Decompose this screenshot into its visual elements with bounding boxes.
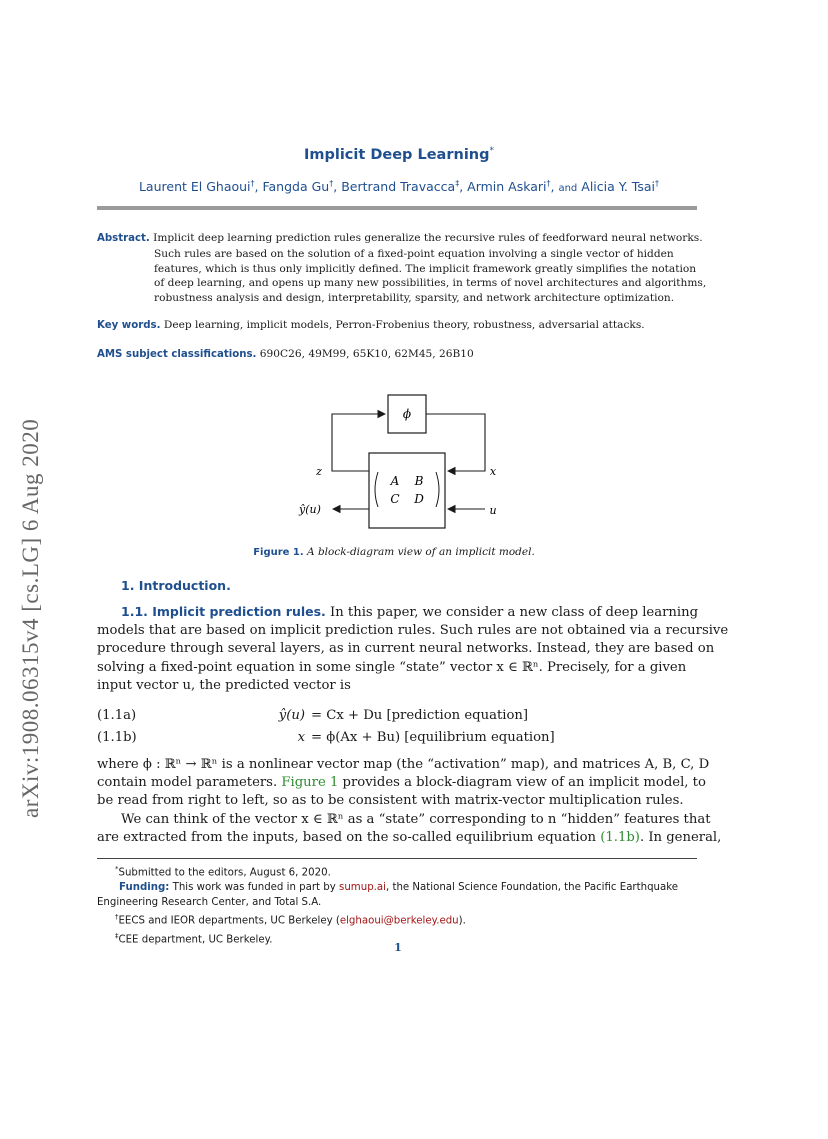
footnote-funding-cont: Engineering Research Center, and Total S.A. bbox=[97, 897, 322, 909]
ams-classifications bbox=[97, 348, 474, 360]
ams-text: 690C26, 49M99, 65K10, 62M45, 26B10 bbox=[259, 348, 474, 360]
text-line: models that are based on implicit prediction rules. Such rules are not obtained via a recursive bbox=[97, 623, 729, 639]
matrix-a: A bbox=[390, 474, 400, 488]
footnote-funding: Funding: This work was funded in part by sumup.ai, the National Science Foundation, the Pacific Earthquake bbox=[119, 882, 679, 894]
equation-rhs: = ϕ(Ax + Bu) [equilibrium equation] bbox=[311, 730, 555, 745]
subsection-heading: 1.1. Implicit prediction rules. bbox=[121, 604, 326, 619]
paper-title bbox=[0, 146, 798, 163]
footnote-eecs: †EECS and IEOR departments, UC Berkeley (elghaoui@berkeley.edu). bbox=[115, 913, 466, 927]
abstract-line: features, which is thus only implicitly defined. The implicit framework greatly simplifies the notation bbox=[154, 262, 697, 275]
author: Bertrand Travacca‡ bbox=[341, 179, 460, 195]
sumup-link[interactable]: sumup.ai bbox=[339, 882, 386, 894]
matrix-c: C bbox=[390, 492, 400, 506]
arxiv-identifier-stamp: arXiv:1908.06315v4 [cs.LG] 6 Aug 2020 bbox=[18, 418, 43, 818]
authors-and: and bbox=[558, 183, 578, 195]
text-line: procedure through several layers, as in current neural networks. Instead, they are based on bbox=[97, 641, 715, 657]
keywords-label: Key words. bbox=[97, 320, 161, 331]
text-line: input vector u, the predicted vector is bbox=[97, 677, 351, 693]
keywords-text: Deep learning, implicit models, Perron-Frobenius theory, robustness, adversarial attacks. bbox=[163, 319, 645, 331]
equations bbox=[97, 705, 697, 749]
ams-label: AMS subject classifications. bbox=[97, 349, 257, 360]
equation-rhs: = Cx + Du [prediction equation] bbox=[311, 708, 529, 723]
equation-row bbox=[97, 727, 697, 749]
title-rule bbox=[97, 206, 697, 210]
text-line: 1.1. Implicit prediction rules. In this paper, we consider a new class of deep learning bbox=[121, 604, 699, 620]
title-footnote-mark: * bbox=[489, 146, 494, 156]
section-heading: 1. Introduction. bbox=[121, 578, 231, 593]
text-line: contain model parameters. Figure 1 provides a block-diagram view of an implicit model, to bbox=[97, 775, 706, 791]
figure-caption-text: A block-diagram view of an implicit model. bbox=[307, 546, 535, 558]
equation-number: (1.1a) bbox=[97, 708, 137, 723]
matrix-d: D bbox=[414, 492, 424, 506]
title-text: Implicit Deep Learning bbox=[303, 146, 490, 163]
abstract-line: of deep learning, and opens up many new possibilities, in terms of novel architectures and algorithms, bbox=[154, 277, 707, 290]
paragraph-implicit-rules bbox=[97, 603, 729, 695]
author: Fangda Gu† bbox=[262, 179, 334, 195]
equation-1-1b-link[interactable]: (1.1b) bbox=[600, 829, 640, 845]
author: Armin Askari† bbox=[467, 179, 551, 195]
text-line: solving a fixed-point equation in some single “state” vector x ∈ ℝⁿ. Precisely, for a given bbox=[97, 659, 687, 675]
equation-lhs: ŷ(u) bbox=[278, 708, 305, 723]
footnotes bbox=[97, 862, 707, 947]
keywords bbox=[97, 319, 645, 331]
footnote-rule bbox=[97, 858, 697, 859]
page-number: 1 bbox=[394, 941, 402, 954]
x-feedback-arrow bbox=[426, 414, 485, 471]
z-feedback-arrow bbox=[332, 414, 385, 471]
text-line: are extracted from the inputs, based on the so-called equilibrium equation (1.1b). In general, bbox=[97, 829, 722, 845]
abstract-label: Abstract. bbox=[97, 233, 150, 244]
phi-label: ϕ bbox=[402, 407, 412, 421]
equation-row bbox=[97, 705, 697, 727]
yhat-label: ŷ(u) bbox=[299, 503, 321, 516]
abstract-line: Abstract. Implicit deep learning prediction rules generalize the recursive rules of feedforward neural networks. bbox=[97, 232, 703, 244]
footnote-cee: ‡CEE department, UC Berkeley. bbox=[115, 931, 273, 946]
block-diagram bbox=[290, 385, 520, 535]
abstract-line: robustness analysis and design, interpretability, sparsity, and network architecture optimization. bbox=[154, 292, 675, 305]
author: Laurent El Ghaoui† bbox=[138, 179, 255, 195]
text-line: where ϕ : ℝⁿ → ℝⁿ is a nonlinear vector map (the “activation” map), and matrices A, B, C, D bbox=[97, 757, 710, 772]
abstract-line: Such rules are based on the solution of a fixed-point equation involving a single vector of hidden bbox=[154, 247, 674, 260]
equation-number: (1.1b) bbox=[97, 730, 137, 745]
z-label: z bbox=[316, 465, 322, 478]
text-line: be read from right to left, so as to be consistent with matrix-vector multiplication rules. bbox=[97, 793, 684, 809]
figure-caption bbox=[0, 546, 788, 558]
abstract bbox=[97, 231, 707, 306]
abcd-block bbox=[369, 453, 445, 528]
email-link[interactable]: elghaoui@berkeley.edu bbox=[339, 915, 459, 927]
text-line: We can think of the vector x ∈ ℝⁿ as a “state” corresponding to n “hidden” features that bbox=[121, 811, 711, 827]
matrix-left-paren bbox=[375, 472, 378, 507]
equation-lhs: x bbox=[297, 730, 305, 745]
matrix-right-paren bbox=[436, 472, 439, 507]
author: Alicia Y. Tsai† bbox=[581, 179, 660, 195]
u-label: u bbox=[489, 504, 497, 517]
figure-1-link[interactable]: Figure 1 bbox=[281, 775, 339, 791]
figure-label: Figure 1. bbox=[253, 547, 304, 558]
x-label: x bbox=[489, 465, 497, 478]
matrix-b: B bbox=[414, 474, 424, 488]
footnote-submitted: *Submitted to the editors, August 6, 2020. bbox=[115, 865, 331, 879]
author-list: Laurent El Ghaoui†, Fangda Gu†, Bertrand Travacca‡, Armin Askari†, and Alicia Y. Tsai† bbox=[138, 179, 660, 195]
paragraph-model-parameters bbox=[97, 756, 722, 847]
